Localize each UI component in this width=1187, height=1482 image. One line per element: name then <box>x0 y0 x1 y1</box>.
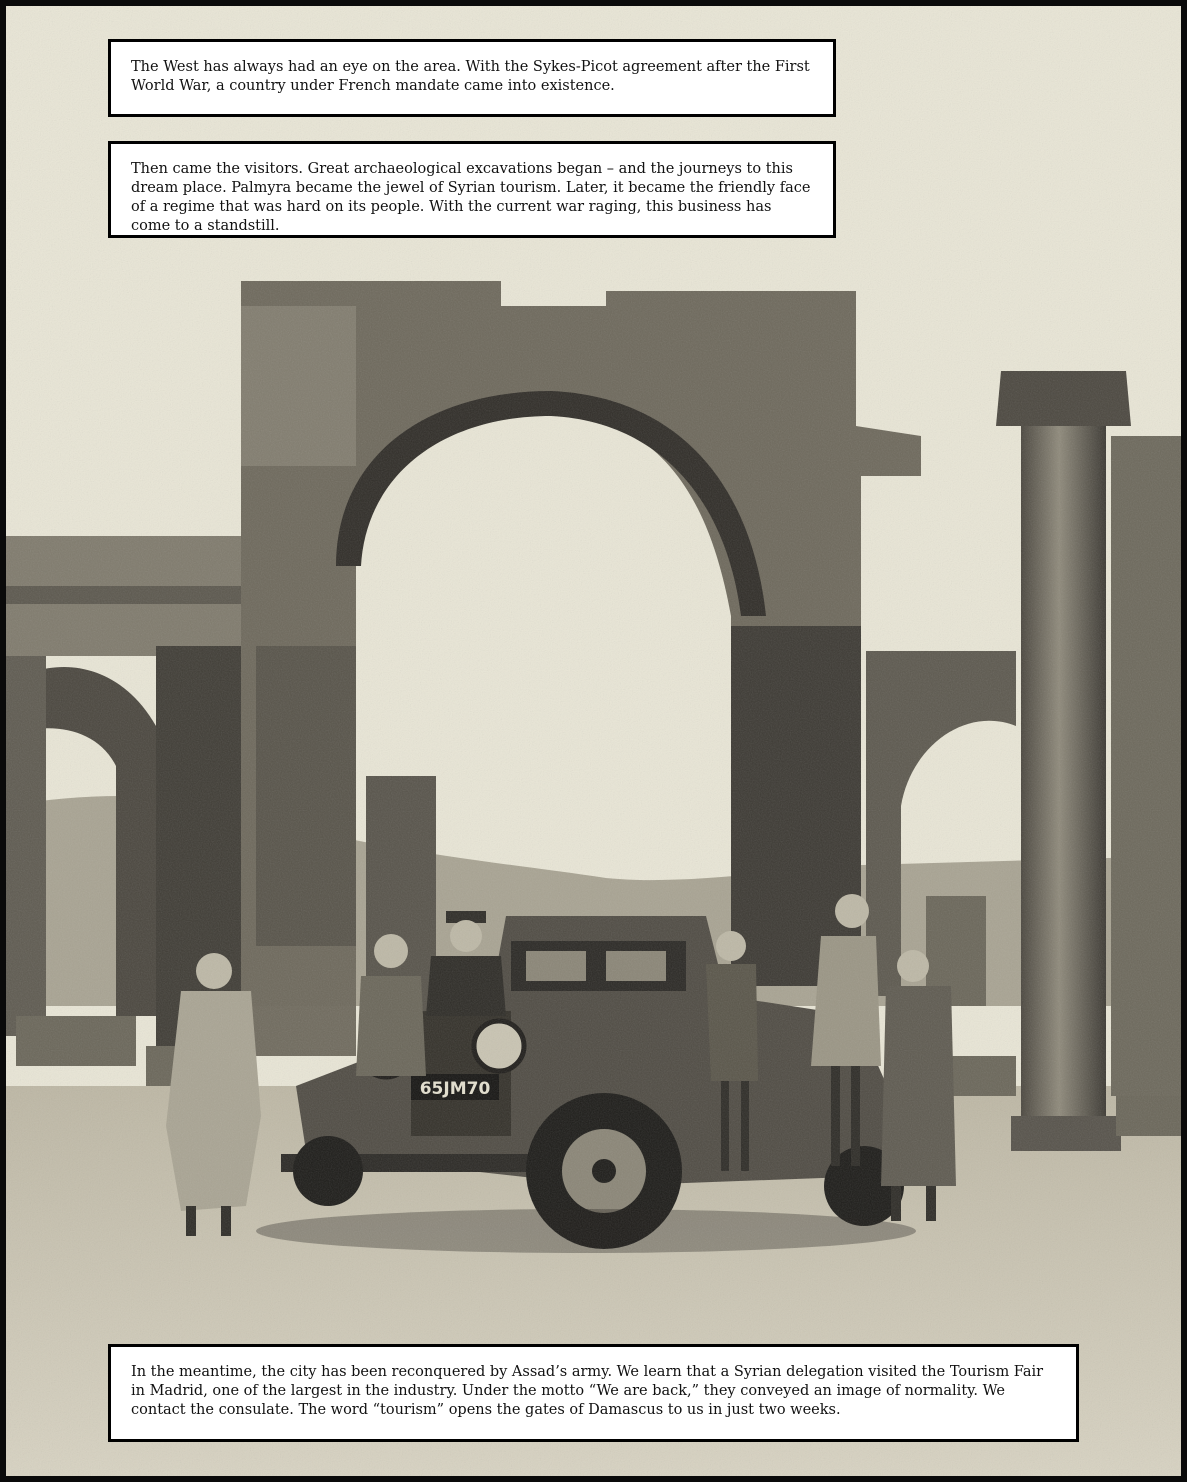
caption-box-reconquest <box>108 1344 1079 1442</box>
caption-text-reconquest: In the meantime, the city has been reconquered by Assad’s army. We learn that a Syrian delegation visited the Tourism Fair in Madrid, one of the largest in the industry. Under the motto “We are back,” they conveyed an image of normality. We contact the consulate. The word “tourism” opens the gates of Damascus to us in just two weeks. <box>131 1364 1044 1418</box>
caption-box-history <box>108 39 836 117</box>
caption-text-history: The West has always had an eye on the area. With the Sykes-Picot agreement after the First World War, a country under French mandate came into existence. <box>131 59 810 94</box>
caption-box-visitors <box>108 141 836 238</box>
caption-text-visitors: Then came the visitors. Great archaeological excavations began – and the journeys to this dream place. Palmyra became the jewel of Syrian tourism. Later, it became the friendly face of a regime that was hard on its people. With the current war raging, this business has come to a standstill. <box>131 161 811 234</box>
